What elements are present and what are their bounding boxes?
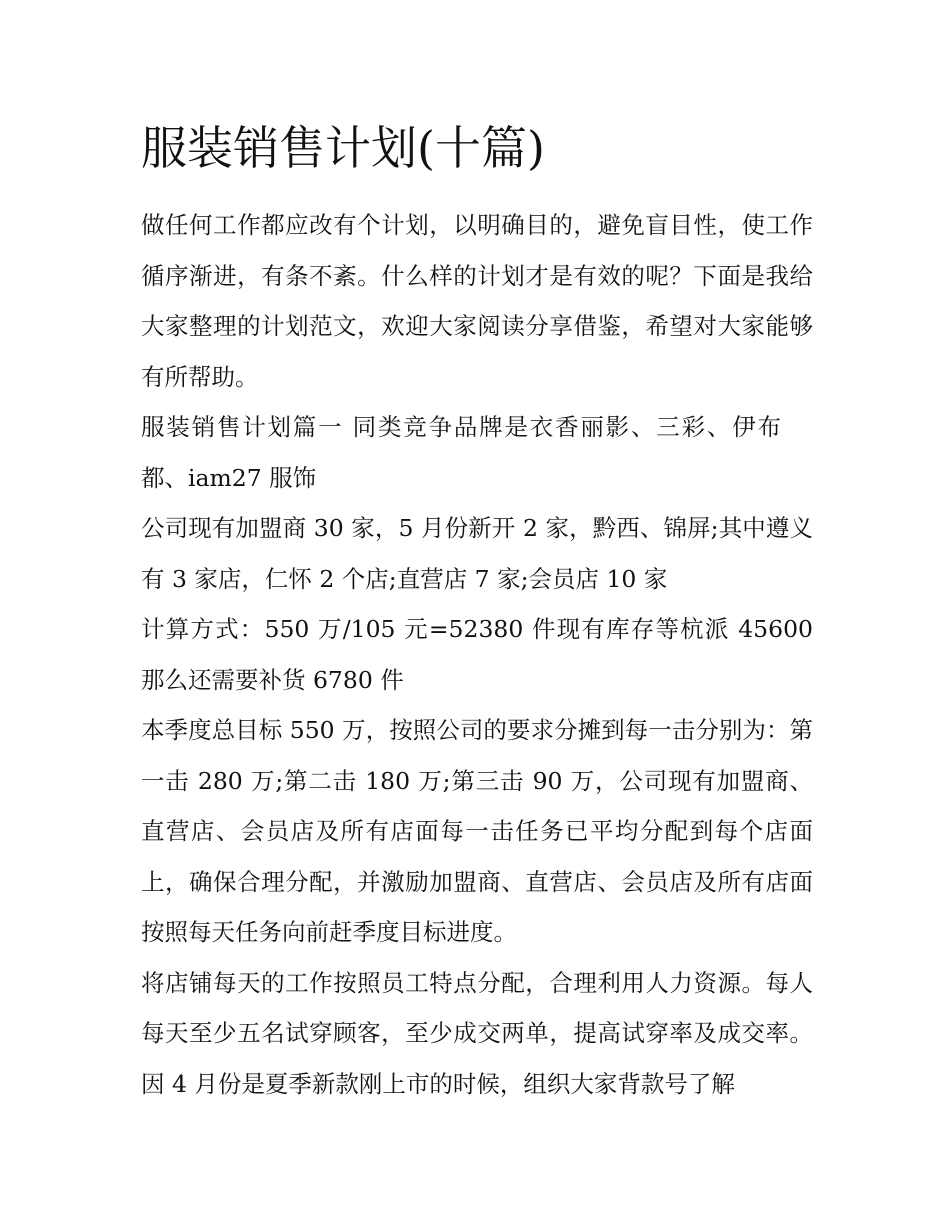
paragraph-staff-allocation: 将店铺每天的工作按照员工特点分配，合理利用人力资源。每人每天至少五名试穿顾客，至少成交两单，提高试穿率及成交率。因 4 月份是夏季新款刚上市的时候，组织大家背款号了解 [141, 968, 813, 1098]
paragraph-intro: 做任何工作都应改有个计划，以明确目的，避免盲目性，使工作循序渐进，有条不紊。什么样的计划才是有效的呢？下面是我给大家整理的计划范文，欢迎大家阅读分享借鉴，希望对大家能够有所帮助。 [141, 211, 813, 391]
paragraph-competitors: 服装销售计划篇一 同类竞争品牌是衣香丽影、三彩、伊布都、iam27 服饰 [141, 413, 781, 492]
paragraph-calculation: 计算方式：550 万/105 元=52380 件现有库存等杭派 45600 那么还需要补货 6780 件 [141, 615, 813, 694]
document-body [141, 118, 813, 1109]
document-title: 服装销售计划(十篇) [141, 121, 545, 175]
paragraph-quarter-target: 本季度总目标 550 万，按照公司的要求分摊到每一击分别为：第一击 280 万;第二击 180 万;第三击 90 万，公司现有加盟商、直营店、会员店及所有店面每一击任务已平均分配到每个店面上，确保合理分配，并激励加盟商、直营店、会员店及所有店面按照每天任务向前赶季度目标进度。 [141, 716, 813, 946]
paragraph-stores: 公司现有加盟商 30 家，5 月份新开 2 家，黔西、锦屏;其中遵义有 3 家店，仁怀 2 个店;直营店 7 家;会员店 10 家 [141, 514, 813, 593]
